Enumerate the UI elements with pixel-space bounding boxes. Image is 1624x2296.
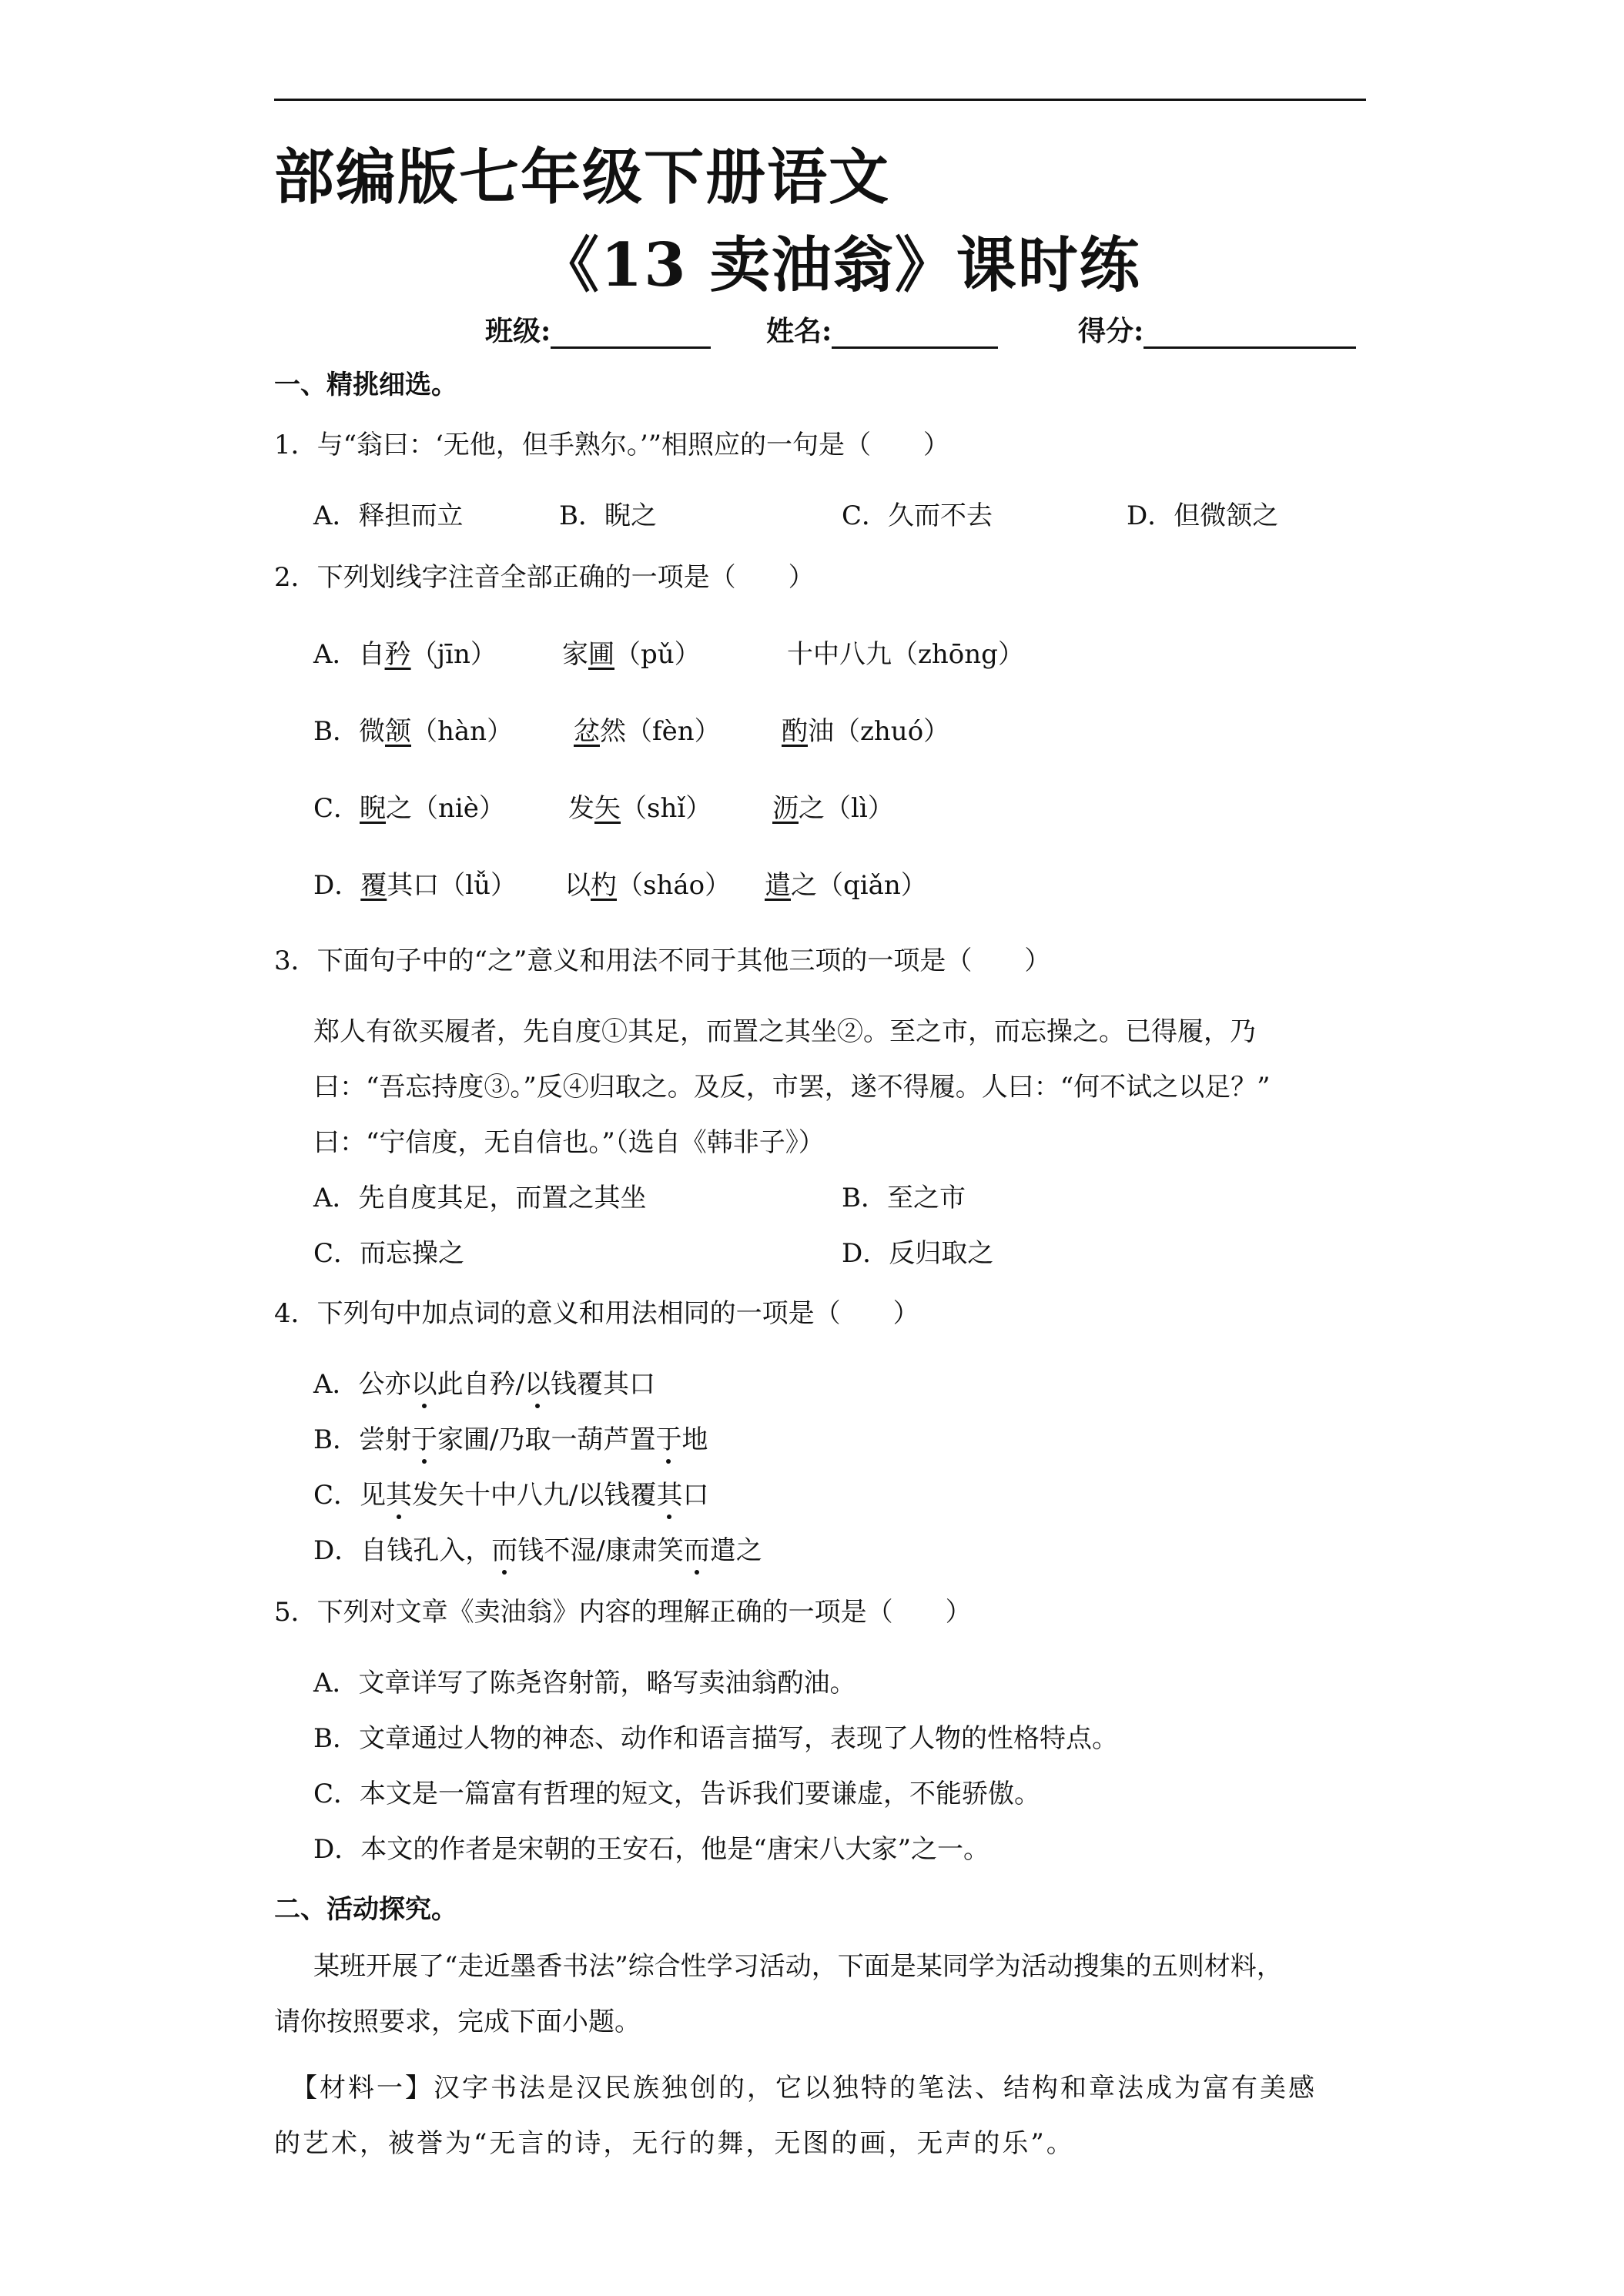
q2-option-d: D．覆其口（lǚ） bbox=[313, 870, 517, 901]
q3-option-b: B．至之市 bbox=[842, 1183, 966, 1213]
q4-option-a: A．公亦以此自矜/以钱覆其口 bbox=[313, 1363, 655, 1401]
q3-passage-line1: 郑人有欲买履者，先自度①其足，而置之其坐②。至之市，而忘操之。已得履，乃 bbox=[313, 1016, 1256, 1047]
q4-option-c: C．见其发矢十中八九/以钱覆其口 bbox=[313, 1474, 708, 1511]
q3-passage-line3: 曰：“宁信度，无自信也。”（选自《韩非子》） bbox=[313, 1127, 825, 1158]
page-title-line1: 部编版七年级下册语文 bbox=[274, 142, 891, 213]
score-field bbox=[1078, 310, 1356, 349]
page-title-line2: 《13 卖油翁》课时练 bbox=[539, 230, 1141, 300]
q2-stem: 2．下列划线字注音全部正确的一项是（ ） bbox=[274, 562, 815, 593]
q5-option-b: B．文章通过人物的神态、动作和语言描写，表现了人物的性格特点。 bbox=[313, 1723, 1118, 1754]
section2-intro-line2: 请你按照要求，完成下面小题。 bbox=[274, 2006, 641, 2037]
q4-option-d: D．自钱孔入，而钱不湿/康肃笑而遣之 bbox=[313, 1529, 762, 1567]
q1-option-d: D．但微颔之 bbox=[1127, 500, 1279, 531]
q3-option-a: A．先自度其足，而置之其坐 bbox=[313, 1183, 647, 1213]
section2-heading: 二、活动探究。 bbox=[274, 1894, 457, 1925]
q5-option-a: A．文章详写了陈尧咨射箭，略写卖油翁酌油。 bbox=[313, 1668, 856, 1699]
name-label: 姓名: bbox=[766, 315, 832, 347]
class-field bbox=[485, 310, 711, 349]
q2-option-d-word3: 遣之（qiǎn） bbox=[765, 870, 927, 901]
q4-stem: 4．下列句中加点词的意义和用法相同的一项是（ ） bbox=[274, 1298, 919, 1329]
material1-line2: 的艺术，被誉为“无言的诗，无行的舞，无图的画，无声的乐”。 bbox=[274, 2128, 1075, 2159]
name-field bbox=[766, 310, 998, 349]
q3-passage-line2: 曰：“吾忘持度③。”反④归取之。及反，市罢，遂不得履。人曰：“何不试之以足？” bbox=[313, 1072, 1271, 1103]
score-label: 得分: bbox=[1078, 315, 1144, 347]
section2-intro-line1: 某班开展了“走近墨香书法”综合性学习活动，下面是某同学为活动搜集的五则材料， bbox=[313, 1951, 1283, 1982]
q5-stem: 5．下列对文章《卖油翁》内容的理解正确的一项是（ ） bbox=[274, 1597, 972, 1628]
q1-option-a: A．释担而立 bbox=[313, 500, 464, 531]
q3-option-d: D．反归取之 bbox=[842, 1238, 994, 1269]
q2-option-a-word2: 家圃（pǔ） bbox=[562, 639, 701, 670]
q2-option-c-word2: 发矢（shǐ） bbox=[568, 793, 712, 824]
q1-stem: 1．与“翁曰：‘无他，但手熟尔。’”相照应的一句是（ ） bbox=[274, 430, 950, 460]
q1-option-b: B．睨之 bbox=[559, 500, 657, 531]
q3-stem: 3．下面句子中的“之”意义和用法不同于其他三项的一项是（ ） bbox=[274, 946, 1051, 976]
q3-option-c: C．而忘操之 bbox=[313, 1238, 465, 1269]
q2-option-b-word3: 酌油（zhuó） bbox=[782, 716, 950, 747]
q4-option-b: B．尝射于家圃/乃取一葫芦置于地 bbox=[313, 1418, 708, 1456]
material1-line1: 【材料一】汉字书法是汉民族独创的，它以独特的笔法、结构和章法成为富有美感 bbox=[291, 2073, 1317, 2104]
q1-option-c: C．久而不去 bbox=[842, 500, 993, 531]
q5-option-d: D．本文的作者是宋朝的王安石，他是“唐宋八大家”之一。 bbox=[313, 1834, 990, 1865]
section1-heading: 一、精挑细选。 bbox=[274, 370, 457, 400]
q2-option-c: C．睨之（niè） bbox=[313, 793, 505, 824]
score-blank[interactable] bbox=[1143, 316, 1356, 349]
q2-option-c-word3: 沥之（lì） bbox=[772, 793, 894, 824]
class-label: 班级: bbox=[485, 315, 551, 347]
class-blank[interactable] bbox=[551, 316, 711, 349]
q2-option-d-word2: 以杓（sháo） bbox=[564, 870, 732, 901]
header-rule bbox=[274, 99, 1366, 101]
q2-option-b-word2: 忿然（fèn） bbox=[574, 716, 721, 747]
q2-option-a: A．自矜（jīn） bbox=[313, 639, 497, 670]
q2-option-b: B．微颔（hàn） bbox=[313, 716, 514, 747]
q2-option-a-word3: 十中八九（zhōng） bbox=[787, 639, 1024, 670]
name-blank[interactable] bbox=[832, 316, 998, 349]
q5-option-c: C．本文是一篇富有哲理的短文，告诉我们要谦虚，不能骄傲。 bbox=[313, 1779, 1041, 1809]
